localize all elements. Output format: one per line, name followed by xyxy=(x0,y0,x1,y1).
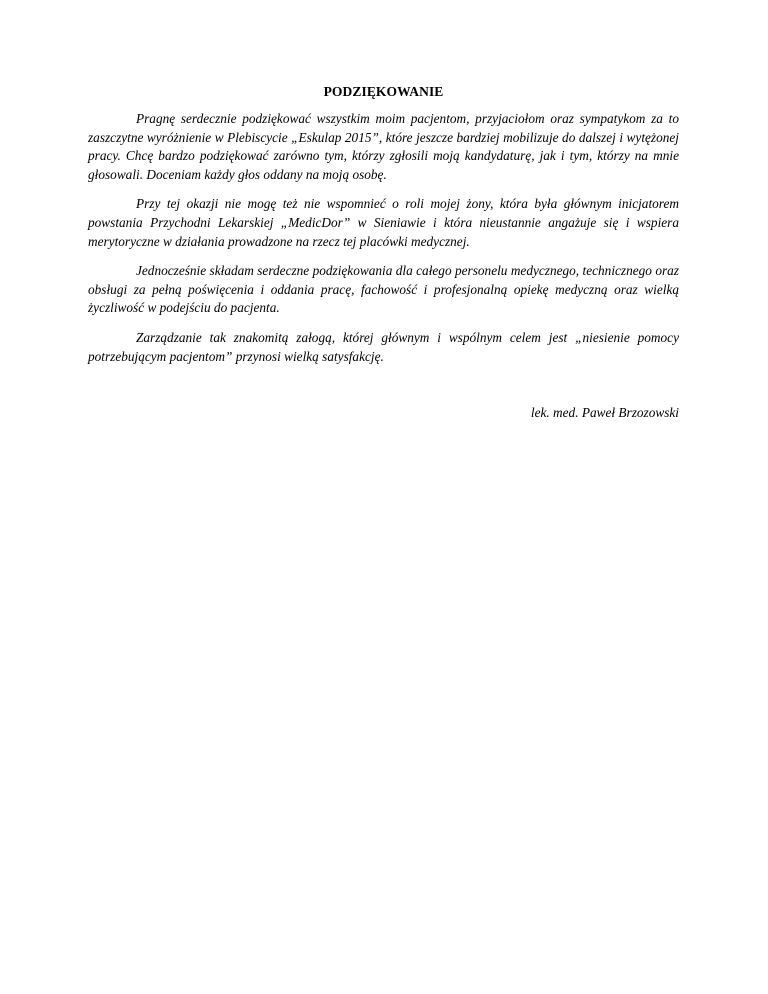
paragraph-wife: Przy tej okazji nie mogę też nie wspomnieć o roli mojej żony, która była głównym inicjatorem powstania Przychodni Lekarskiej „MedicDor” w Sieniawie i która nieustannie angażuje się i wspiera merytoryczne w działania prowadzone na rzecz tej placówki medycznej. xyxy=(88,196,679,249)
paragraph-staff: Jednocześnie składam serdeczne podziękowania dla całego personelu medycznego, technicznego oraz obsługi za pełną poświęcenia i oddania pracę, fachowość i profesjonalną opiekę medyczną oraz wielką życzliwość w podejściu do pacjenta. xyxy=(88,263,679,316)
paragraph-team: Zarządzanie tak znakomitą załogą, której głównym i wspólnym celem jest „niesienie pomocy potrzebującym pacjentom” przynosi wielką satysfakcję. xyxy=(88,329,679,364)
paragraph-thanks: Pragnę serdecznie podziękować wszystkim moim pacjentom, przyjaciołom oraz sympatykom za to zaszczytne wyróżnienie w Plebiscycie „Eskulap 2015”, które jeszcze bardziej mobilizuje do dalszej i wytężonej pracy. Chcę bardzo podziękować zarówno tym, którzy zgłosili moją kandydaturę, jak i tym, którzy na mnie głosowali. Doceniam każdy głos oddany na moją osobę. xyxy=(88,111,679,182)
document-page xyxy=(88,84,679,422)
signature: lek. med. Paweł Brzozowski xyxy=(530,405,679,421)
document-title: PODZIĘKOWANIE xyxy=(323,84,444,99)
